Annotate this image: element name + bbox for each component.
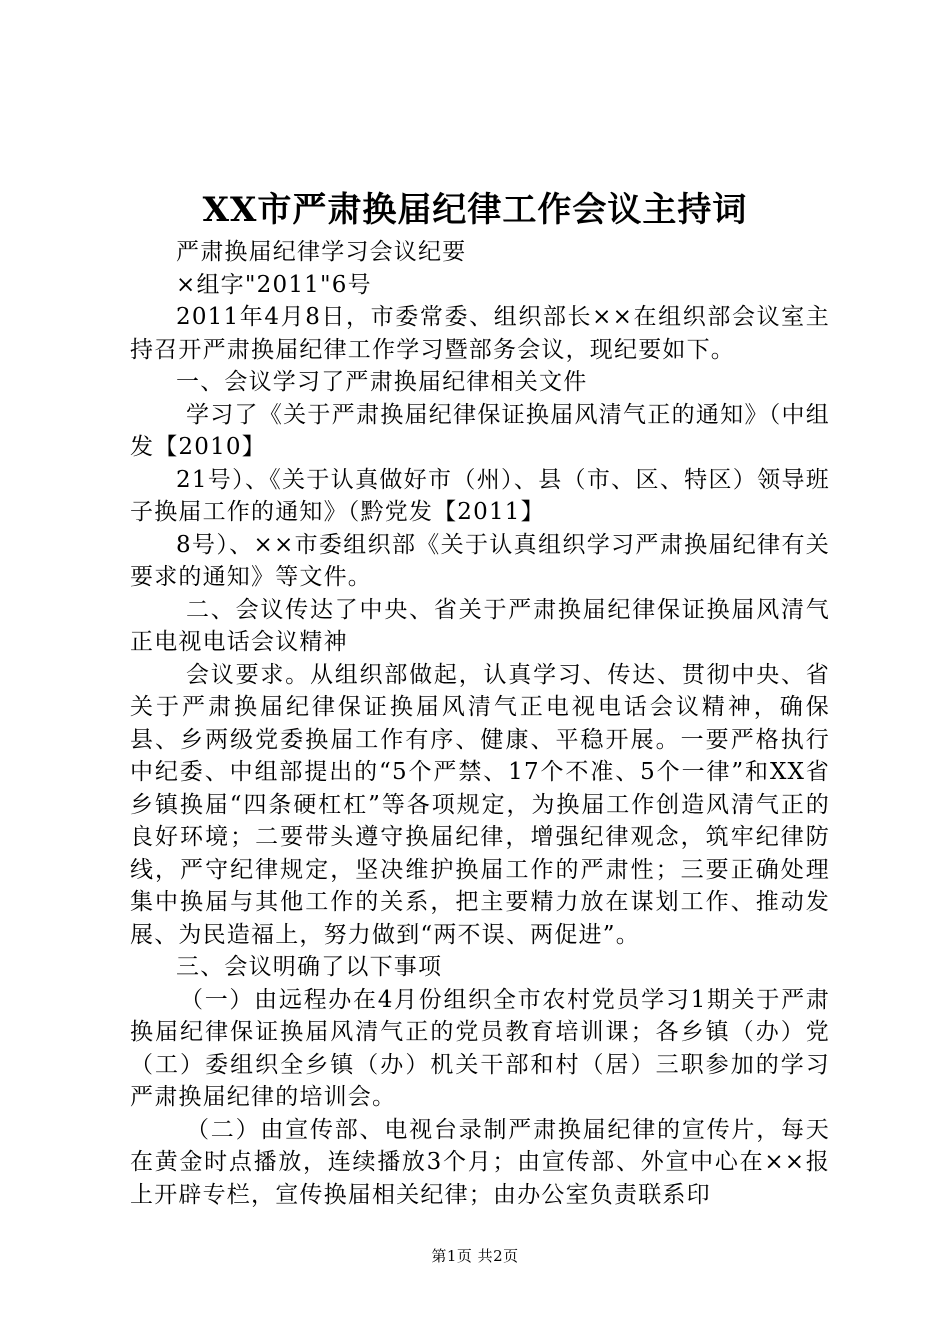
paragraph-item-2: （二）由宣传部、电视台录制严肃换届纪律的宣传片，每天在黄金时点播放，连续播放3个月；由宣传部、外宣中心在××报上开辟专栏，宣传换届相关纪律；由办公室负责联系印 [130,1116,830,1208]
paragraph-doc-number: ×组字"2011"6号 [176,271,372,298]
paragraph-subtitle: 严肃换届纪律学习会议纪要 [176,239,467,265]
paragraph-section-2: 会议要求。从组织部做起，认真学习、传达、贯彻中央、省关于严肃换届纪律保证换届风清气正电视电话会议精神，确保县、乡两级党委换届工作有序、健康、平稳开展。一要严格执行中纪委、中组部提出的“5个严禁、17个不准、5个一律”和XX省乡镇换届“四条硬杠杠”等各项规定，为换届工作创造风清气正的良好环境；二要带头遵守换届纪律，增强纪律观念，筑牢纪律防线，严守纪律规定，坚决维护换届工作的严肃性；三要正确处理集中换届与其他工作的关系，把主要精力放在谋划工作、推动发展、为民造福上，努力做到“两不误、两促进”。 [130,661,830,948]
paragraph-item-1: （一）由远程办在4月份组织全市农村党员学习1期关于严肃换届纪律保证换届风清气正的党员教育培训课；各乡镇（办）党（工）委组织全乡镇（办）机关干部和村（居）三职参加的学习严肃换届纪律的培训会。 [130,986,830,1110]
paragraph-section-1-c: 8号）、××市委组织部《关于认真组织学习严肃换届纪律有关要求的通知》等文件。 [130,531,830,590]
page-number-footer: 第1页 共2页 [431,1247,519,1265]
section-heading-2: 二、会议传达了中央、省关于严肃换届纪律保证换届风清气正电视电话会议精神 [130,596,830,655]
section-heading-3: 三、会议明确了以下事项 [176,954,443,980]
paragraph-section-1-b: 21号）、《关于认真做好市（州）、县（市、区、特区）领导班子换届工作的通知》（黔党发【2011】 [130,466,830,525]
section-heading-1: 一、会议学习了严肃换届纪律相关文件 [176,369,588,395]
paragraph-intro: 2011年4月8日，市委常委、组织部长××在组织部会议室主持召开严肃换届纪律工作学习暨部务会议，现纪要如下。 [130,304,830,363]
paragraph-section-1-a: 学习了《关于严肃换届纪律保证换届风清气正的通知》（中组发【2010】 [130,401,830,460]
document-body [130,236,830,1211]
document-title: XX市严肃换届纪律工作会议主持词 [202,190,748,230]
